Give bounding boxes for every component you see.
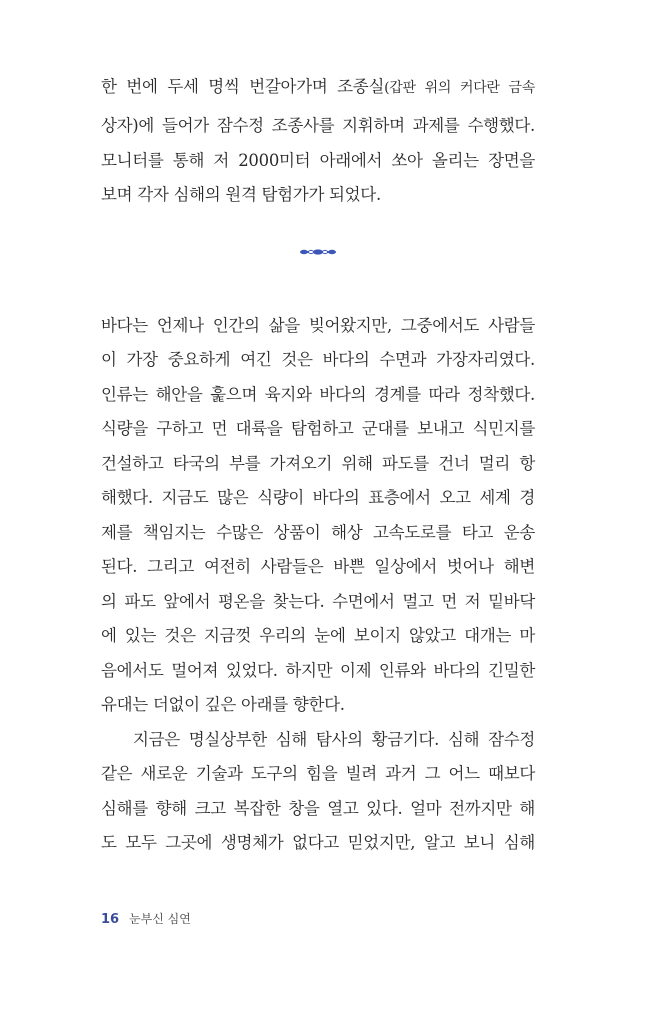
- text-line: 이 가장 중요하게 여긴 것은 바다의 수면과 가장자리였다.: [101, 350, 535, 369]
- page-footer: [101, 912, 191, 927]
- page-number: 16: [101, 912, 120, 927]
- section-divider-ornament: [299, 245, 337, 259]
- parenthetical-note: (갑판 위의 커다란 금속: [384, 80, 535, 96]
- text-line: 도 모두 그곳에 생명체가 없다고 믿었지만, 알고 보니 심해: [101, 833, 535, 852]
- text-line: 된다. 그리고 여전히 사람들은 바쁜 일상에서 벗어나 해변: [101, 557, 535, 576]
- book-title: 눈부신 심연: [129, 912, 191, 926]
- text-line: 건설하고 타국의 부를 가져오기 위해 파도를 건너 멀리 항: [101, 454, 535, 473]
- text-line: 지금은 명실상부한 심해 탐사의 황금기다. 심해 잠수정: [133, 730, 535, 749]
- text-line: 바다는 언제나 인간의 삶을 빚어왔지만, 그중에서도 사람들: [101, 316, 535, 335]
- text-line: 한 번에 두세 명씩 번갈아가며 조종실(갑판 위의 커다란 금속: [101, 77, 535, 96]
- text-line: 식량을 구하고 먼 대륙을 탐험하고 군대를 보내고 식민지를: [101, 419, 535, 438]
- text-line: 모니터를 통해 저 2000미터 아래에서 쏘아 올리는 장면을: [101, 151, 535, 170]
- text-line: 의 파도 앞에서 평온을 찾는다. 수면에서 멀고 먼 저 밑바닥: [101, 592, 535, 611]
- text-line: 해했다. 지금도 많은 식량이 바다의 표층에서 오고 세계 경: [101, 488, 535, 507]
- text-line: 제를 책임지는 수많은 상품이 해상 고속도로를 타고 운송: [101, 523, 535, 542]
- text-line: 유대는 더없이 깊은 아래를 향한다.: [101, 695, 345, 714]
- text-line: 상자)에 들어가 잠수정 조종사를 지휘하며 과제를 수행했다.: [101, 116, 535, 135]
- text-line: 같은 새로운 기술과 도구의 힘을 빌려 과거 그 어느 때보다: [101, 764, 535, 783]
- text-line: 에 있는 것은 지금껏 우리의 눈에 보이지 않았고 대개는 마: [101, 626, 535, 645]
- text-line: 음에서도 멀어져 있었다. 하지만 이제 인류와 바다의 긴밀한: [101, 661, 535, 680]
- text-line: 보며 각자 심해의 원격 탐험가가 되었다.: [101, 185, 381, 204]
- text-line: 심해를 향해 크고 복잡한 창을 열고 있다. 얼마 전까지만 해: [101, 799, 535, 818]
- text-line: 인류는 해안을 훑으며 육지와 바다의 경계를 따라 정착했다.: [101, 385, 535, 404]
